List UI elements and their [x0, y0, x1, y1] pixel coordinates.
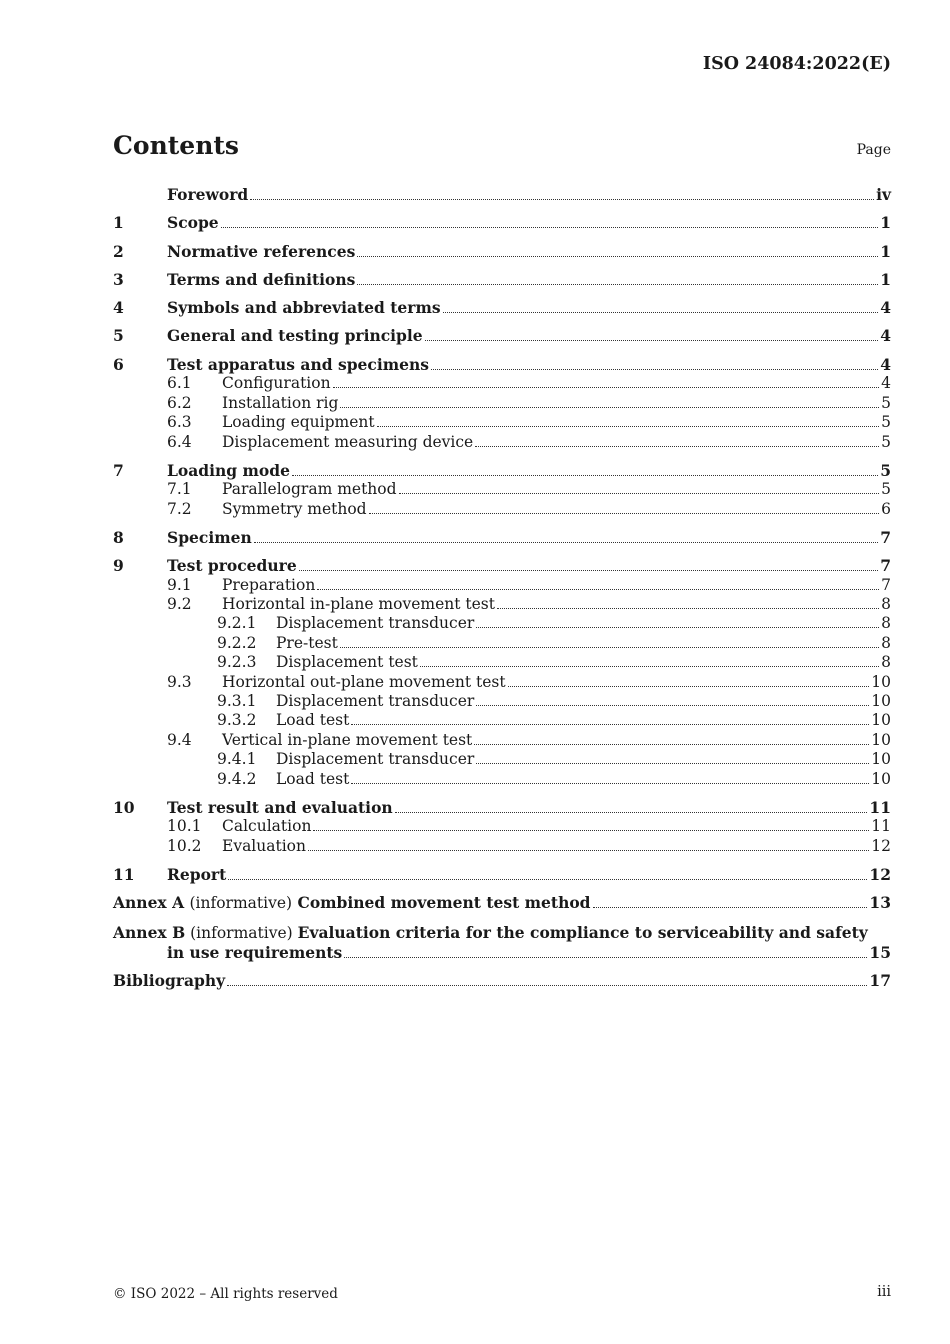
- toc-entry-number: 9.2.2: [217, 633, 257, 652]
- toc-entry-label: Load test: [276, 711, 350, 730]
- toc-entry-number: 9.1: [167, 575, 192, 594]
- annex-title: Evaluation criteria for the compliance to serviceability and safety: [297, 922, 868, 942]
- toc-entry-number: 10.2: [167, 836, 202, 855]
- toc-entry[interactable]: [113, 653, 891, 672]
- toc-entry-page: 6: [881, 499, 891, 518]
- toc-entry[interactable]: [113, 413, 891, 432]
- toc-entry-number: 7.1: [167, 480, 192, 499]
- dot-leader: [508, 686, 870, 687]
- toc-entry[interactable]: [113, 817, 891, 836]
- toc-entry-page: 4: [881, 374, 891, 393]
- toc-entry-label: Displacement test: [276, 653, 418, 672]
- dot-leader: [228, 879, 867, 880]
- dot-leader: [221, 227, 879, 228]
- annex-title: Combined movement test method: [297, 893, 591, 913]
- annex-note: (informative): [189, 894, 293, 913]
- toc-entry-page: 11: [869, 797, 891, 817]
- toc-entry-number: 6.2: [167, 393, 192, 412]
- toc-entry-number: 9.4.1: [217, 750, 257, 769]
- toc-entry-page: 7: [880, 527, 891, 547]
- annex-b-first-line: [113, 923, 891, 944]
- dot-leader: [227, 985, 867, 986]
- table-of-contents: [113, 185, 891, 991]
- toc-entry-page: 8: [881, 633, 891, 652]
- toc-entry-label: Evaluation: [222, 836, 306, 855]
- toc-entry-label: Vertical in-plane movement test: [222, 730, 473, 749]
- toc-entry-label: Horizontal in-plane movement test: [222, 595, 495, 614]
- dot-leader: [308, 850, 869, 851]
- dot-leader: [317, 589, 879, 590]
- toc-entry-label: Displacement measuring device: [222, 432, 474, 451]
- toc-entry-number: 9.3.1: [217, 692, 257, 711]
- toc-entry[interactable]: [113, 711, 891, 730]
- toc-entry[interactable]: [113, 750, 891, 769]
- toc-entry[interactable]: [113, 634, 891, 653]
- dot-leader: [474, 744, 869, 745]
- toc-entry-label: Loading mode: [167, 460, 290, 480]
- toc-entry-label: Horizontal out-plane movement test: [222, 672, 506, 691]
- toc-entry[interactable]: [113, 528, 891, 548]
- toc-entry-page: 1: [880, 269, 891, 289]
- toc-entry-page: 12: [871, 836, 891, 855]
- dot-leader: [431, 369, 878, 370]
- toc-entry-page: 13: [869, 893, 891, 913]
- toc-entry-page: 4: [880, 326, 891, 346]
- toc-entry-label: Symmetry method: [222, 499, 367, 518]
- toc-entry-page: 4: [880, 298, 891, 318]
- toc-entry-page: 11: [871, 817, 891, 836]
- toc-entry[interactable]: [113, 185, 891, 205]
- dot-leader: [299, 570, 879, 571]
- toc-entry-page: 4: [880, 354, 891, 374]
- toc-entry-label: General and testing principle: [167, 326, 423, 346]
- toc-entry[interactable]: [113, 298, 891, 318]
- toc-entry-label: Bibliography: [113, 971, 226, 991]
- toc-entry-page: iv: [876, 185, 891, 204]
- toc-entry-label: Loading equipment: [222, 413, 375, 432]
- toc-entry-number: 9.3: [167, 672, 192, 691]
- toc-entry-label: Symbols and abbreviated terms: [167, 298, 441, 318]
- dot-leader: [250, 199, 874, 200]
- toc-entry[interactable]: [113, 770, 891, 789]
- toc-entry-page: 12: [869, 864, 891, 884]
- toc-entry-label: [113, 893, 591, 914]
- toc-entry-label: Foreword: [167, 185, 249, 204]
- toc-entry[interactable]: [113, 731, 891, 750]
- dot-leader: [377, 426, 880, 427]
- toc-entry-number: 1: [113, 213, 124, 233]
- toc-entry-page: 8: [881, 653, 891, 672]
- toc-entry-page: 15: [869, 943, 891, 963]
- dot-leader: [357, 284, 878, 285]
- toc-entry-number: 9.2: [167, 595, 192, 614]
- toc-entry-bibliography[interactable]: [113, 971, 891, 991]
- toc-entry-page: 1: [880, 213, 891, 233]
- toc-entry-number: 9.4: [167, 730, 192, 749]
- toc-entry[interactable]: [113, 837, 891, 856]
- toc-entry-label: Installation rig: [222, 393, 339, 412]
- dot-leader: [593, 907, 868, 908]
- dot-leader: [357, 256, 878, 257]
- toc-entry-label: Load test: [276, 769, 350, 788]
- toc-entry[interactable]: [113, 614, 891, 633]
- dot-leader: [443, 312, 879, 313]
- dot-leader: [292, 475, 878, 476]
- annex-note: (informative): [190, 923, 293, 942]
- toc-entry-label: Scope: [167, 213, 219, 233]
- toc-entry-label: Terms and definitions: [167, 269, 356, 289]
- toc-entry-number: 5: [113, 326, 124, 346]
- toc-entry-label: Preparation: [222, 575, 316, 594]
- dot-leader: [476, 705, 869, 706]
- dot-leader: [476, 627, 879, 628]
- toc-entry-number: 9.2.3: [217, 653, 257, 672]
- toc-entry-page: 5: [881, 480, 891, 499]
- toc-entry-annex-a[interactable]: [113, 893, 891, 914]
- toc-entry-number: 6.4: [167, 432, 192, 451]
- toc-entry[interactable]: [113, 326, 891, 346]
- toc-entry-label: Normative references: [167, 241, 356, 261]
- toc-entry-number: 10.1: [167, 817, 202, 836]
- annex-prefix: Annex B: [113, 922, 186, 942]
- toc-entry[interactable]: [113, 213, 891, 233]
- dot-leader: [399, 493, 880, 494]
- toc-entry[interactable]: [113, 355, 891, 375]
- toc-entry-label: Displacement transducer: [276, 750, 475, 769]
- dot-leader: [425, 340, 879, 341]
- toc-entry[interactable]: [113, 692, 891, 711]
- annex-b-second-line: [113, 943, 891, 963]
- toc-entry-page: 10: [871, 730, 891, 749]
- dot-leader: [313, 830, 869, 831]
- toc-entry-page: 5: [880, 460, 891, 480]
- toc-entry-label: Test apparatus and specimens: [167, 354, 429, 374]
- dot-leader: [333, 387, 880, 388]
- toc-entry-page: 7: [880, 556, 891, 576]
- page-number: iii: [877, 1284, 891, 1300]
- toc-entry[interactable]: [113, 433, 891, 452]
- toc-entry-page: 10: [871, 750, 891, 769]
- toc-entry-label: Report: [167, 864, 227, 884]
- toc-entry[interactable]: [113, 500, 891, 519]
- toc-entry-number: 7.2: [167, 499, 192, 518]
- toc-entry-page: 1: [880, 241, 891, 261]
- dot-leader: [475, 446, 879, 447]
- toc-entry[interactable]: [113, 865, 891, 885]
- toc-entry-page: 7: [881, 575, 891, 594]
- dot-leader: [420, 666, 879, 667]
- toc-entry-page: 5: [881, 393, 891, 412]
- toc-entry-number: 6.3: [167, 413, 192, 432]
- toc-entry-label: Displacement transducer: [276, 692, 475, 711]
- toc-entry-number: 4: [113, 298, 124, 318]
- dot-leader: [476, 763, 869, 764]
- toc-entry-number: 8: [113, 527, 124, 547]
- toc-entry[interactable]: [113, 374, 891, 393]
- toc-entry-page: 17: [869, 971, 891, 991]
- dot-leader: [340, 647, 879, 648]
- toc-entry-number: 2: [113, 241, 124, 261]
- toc-entry[interactable]: [113, 480, 891, 499]
- toc-entry-number: 9.3.2: [217, 711, 257, 730]
- toc-entry-number: 9: [113, 556, 124, 576]
- toc-entry-number: 3: [113, 269, 124, 289]
- toc-entry-page: 8: [881, 614, 891, 633]
- toc-entry-number: 6.1: [167, 374, 192, 393]
- toc-entry-number: 9.4.2: [217, 769, 257, 788]
- page-title: Contents: [113, 131, 240, 160]
- toc-entry-number: 7: [113, 460, 124, 480]
- toc-entry[interactable]: [113, 461, 891, 481]
- toc-entry[interactable]: [113, 576, 891, 595]
- dot-leader: [340, 407, 879, 408]
- toc-entry-page: 8: [881, 595, 891, 614]
- toc-entry-label: Parallelogram method: [222, 480, 397, 499]
- dot-leader: [344, 957, 867, 958]
- toc-entry[interactable]: [113, 270, 891, 290]
- document-id: ISO 24084:2022(E): [702, 54, 891, 74]
- toc-entry-label: Test procedure: [167, 556, 297, 576]
- toc-entry-number: 9.2.1: [217, 614, 257, 633]
- dot-leader: [369, 513, 880, 514]
- toc-entry[interactable]: [113, 595, 891, 614]
- toc-entry-label: Calculation: [222, 817, 312, 836]
- toc-entry-label: Pre-test: [276, 633, 338, 652]
- toc-entry-page: 5: [881, 432, 891, 451]
- dot-leader: [351, 724, 869, 725]
- dot-leader: [254, 542, 878, 543]
- toc-entry-number: 11: [113, 864, 135, 884]
- toc-entry-page: 5: [881, 413, 891, 432]
- annex-prefix: Annex A: [113, 893, 185, 913]
- toc-entry[interactable]: [113, 394, 891, 413]
- toc-entry-label: in use requirements: [167, 943, 343, 963]
- toc-entry-label: Configuration: [222, 374, 331, 393]
- toc-entry[interactable]: [113, 673, 891, 692]
- toc-entry-number: 10: [113, 797, 135, 817]
- toc-entry[interactable]: [113, 556, 891, 576]
- toc-entry-annex-b[interactable]: [113, 923, 891, 963]
- toc-entry-number: 6: [113, 354, 124, 374]
- toc-entry[interactable]: [113, 242, 891, 262]
- toc-entry-page: 10: [871, 692, 891, 711]
- dot-leader: [395, 812, 868, 813]
- toc-entry-page: 10: [871, 711, 891, 730]
- toc-entry-label: Displacement transducer: [276, 614, 475, 633]
- toc-entry-page: 10: [871, 672, 891, 691]
- toc-entry-label: Specimen: [167, 527, 252, 547]
- page-column-label: Page: [856, 142, 891, 158]
- dot-leader: [497, 608, 879, 609]
- toc-entry[interactable]: [113, 798, 891, 818]
- copyright-notice: © ISO 2022 – All rights reserved: [113, 1286, 338, 1302]
- toc-entry-page: 10: [871, 769, 891, 788]
- toc-entry-label: Test result and evaluation: [167, 797, 393, 817]
- dot-leader: [351, 783, 869, 784]
